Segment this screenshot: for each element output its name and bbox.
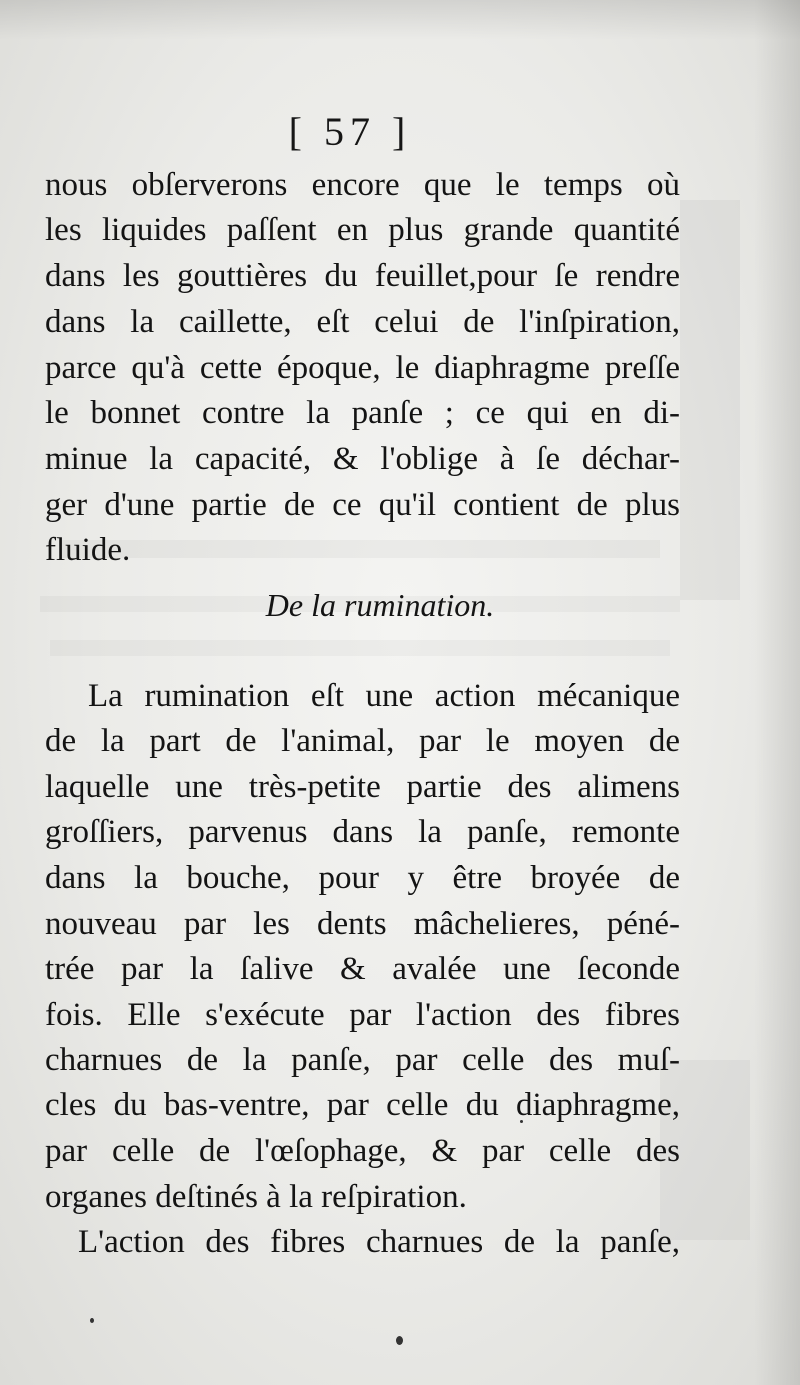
paragraph-2-line: dans la bouche, pour y être broyée de <box>45 860 680 896</box>
paragraph-1-line: les liquides paſſent en plus grande quantité <box>45 212 680 248</box>
paragraph-2-line: de la part de l'animal, par le moyen de <box>45 723 680 759</box>
paragraph-2-line: organes deſtinés à la reſpiration. <box>45 1179 467 1215</box>
paragraph-2-line: par celle de l'œſophage, & par celle des <box>45 1133 680 1169</box>
paragraph-1-line: ger d'une partie de ce qu'il contient de plus <box>45 487 680 523</box>
paragraph-1-line: le bonnet contre la panſe ; ce qui en di- <box>45 395 680 431</box>
ink-speck <box>396 1336 403 1345</box>
paragraph-1-line: parce qu'à cette époque, le diaphragme preſſe <box>45 350 680 386</box>
paragraph-2-line: trée par la ſalive & avalée une ſeconde <box>45 951 680 987</box>
paragraph-1-line: nous obſerverons encore que le temps où <box>45 167 680 203</box>
paragraph-1-line: fluide. <box>45 532 131 568</box>
paragraph-2-line: laquelle une très-petite partie des alimens <box>45 769 680 805</box>
paragraph-2-line: nouveau par les dents mâchelieres, péné- <box>45 906 680 942</box>
page-number: [ 57 ] <box>288 109 412 154</box>
paragraph-2-line: charnues de la panſe, par celle des muſ- <box>45 1042 680 1078</box>
paragraph-1-line: minue la capacité, & l'oblige à ſe déchar- <box>45 441 680 477</box>
section-heading: De la rumination. <box>265 587 495 623</box>
paragraph-2-line: fois. Elle s'exécute par l'action des fibres <box>45 997 680 1033</box>
paragraph-1-line: dans la caillette, eſt celui de l'inſpiration, <box>45 304 680 340</box>
page-top-shadow <box>0 0 800 40</box>
paragraph-1-line: dans les gouttières du feuillet,pour ſe rendre <box>45 258 680 294</box>
ink-speck <box>90 1318 94 1323</box>
page-gutter-shadow <box>754 0 800 1385</box>
paragraph-2-line: La rumination eſt une action mécanique <box>88 678 680 714</box>
paragraph-2-line: cles du bas-ventre, par celle du diaphragme, <box>45 1087 680 1123</box>
paragraph-3-line: L'action des fibres charnues de la panſe, <box>78 1224 680 1260</box>
paragraph-2-line: groſſiers, parvenus dans la panſe, remonte <box>45 814 680 850</box>
